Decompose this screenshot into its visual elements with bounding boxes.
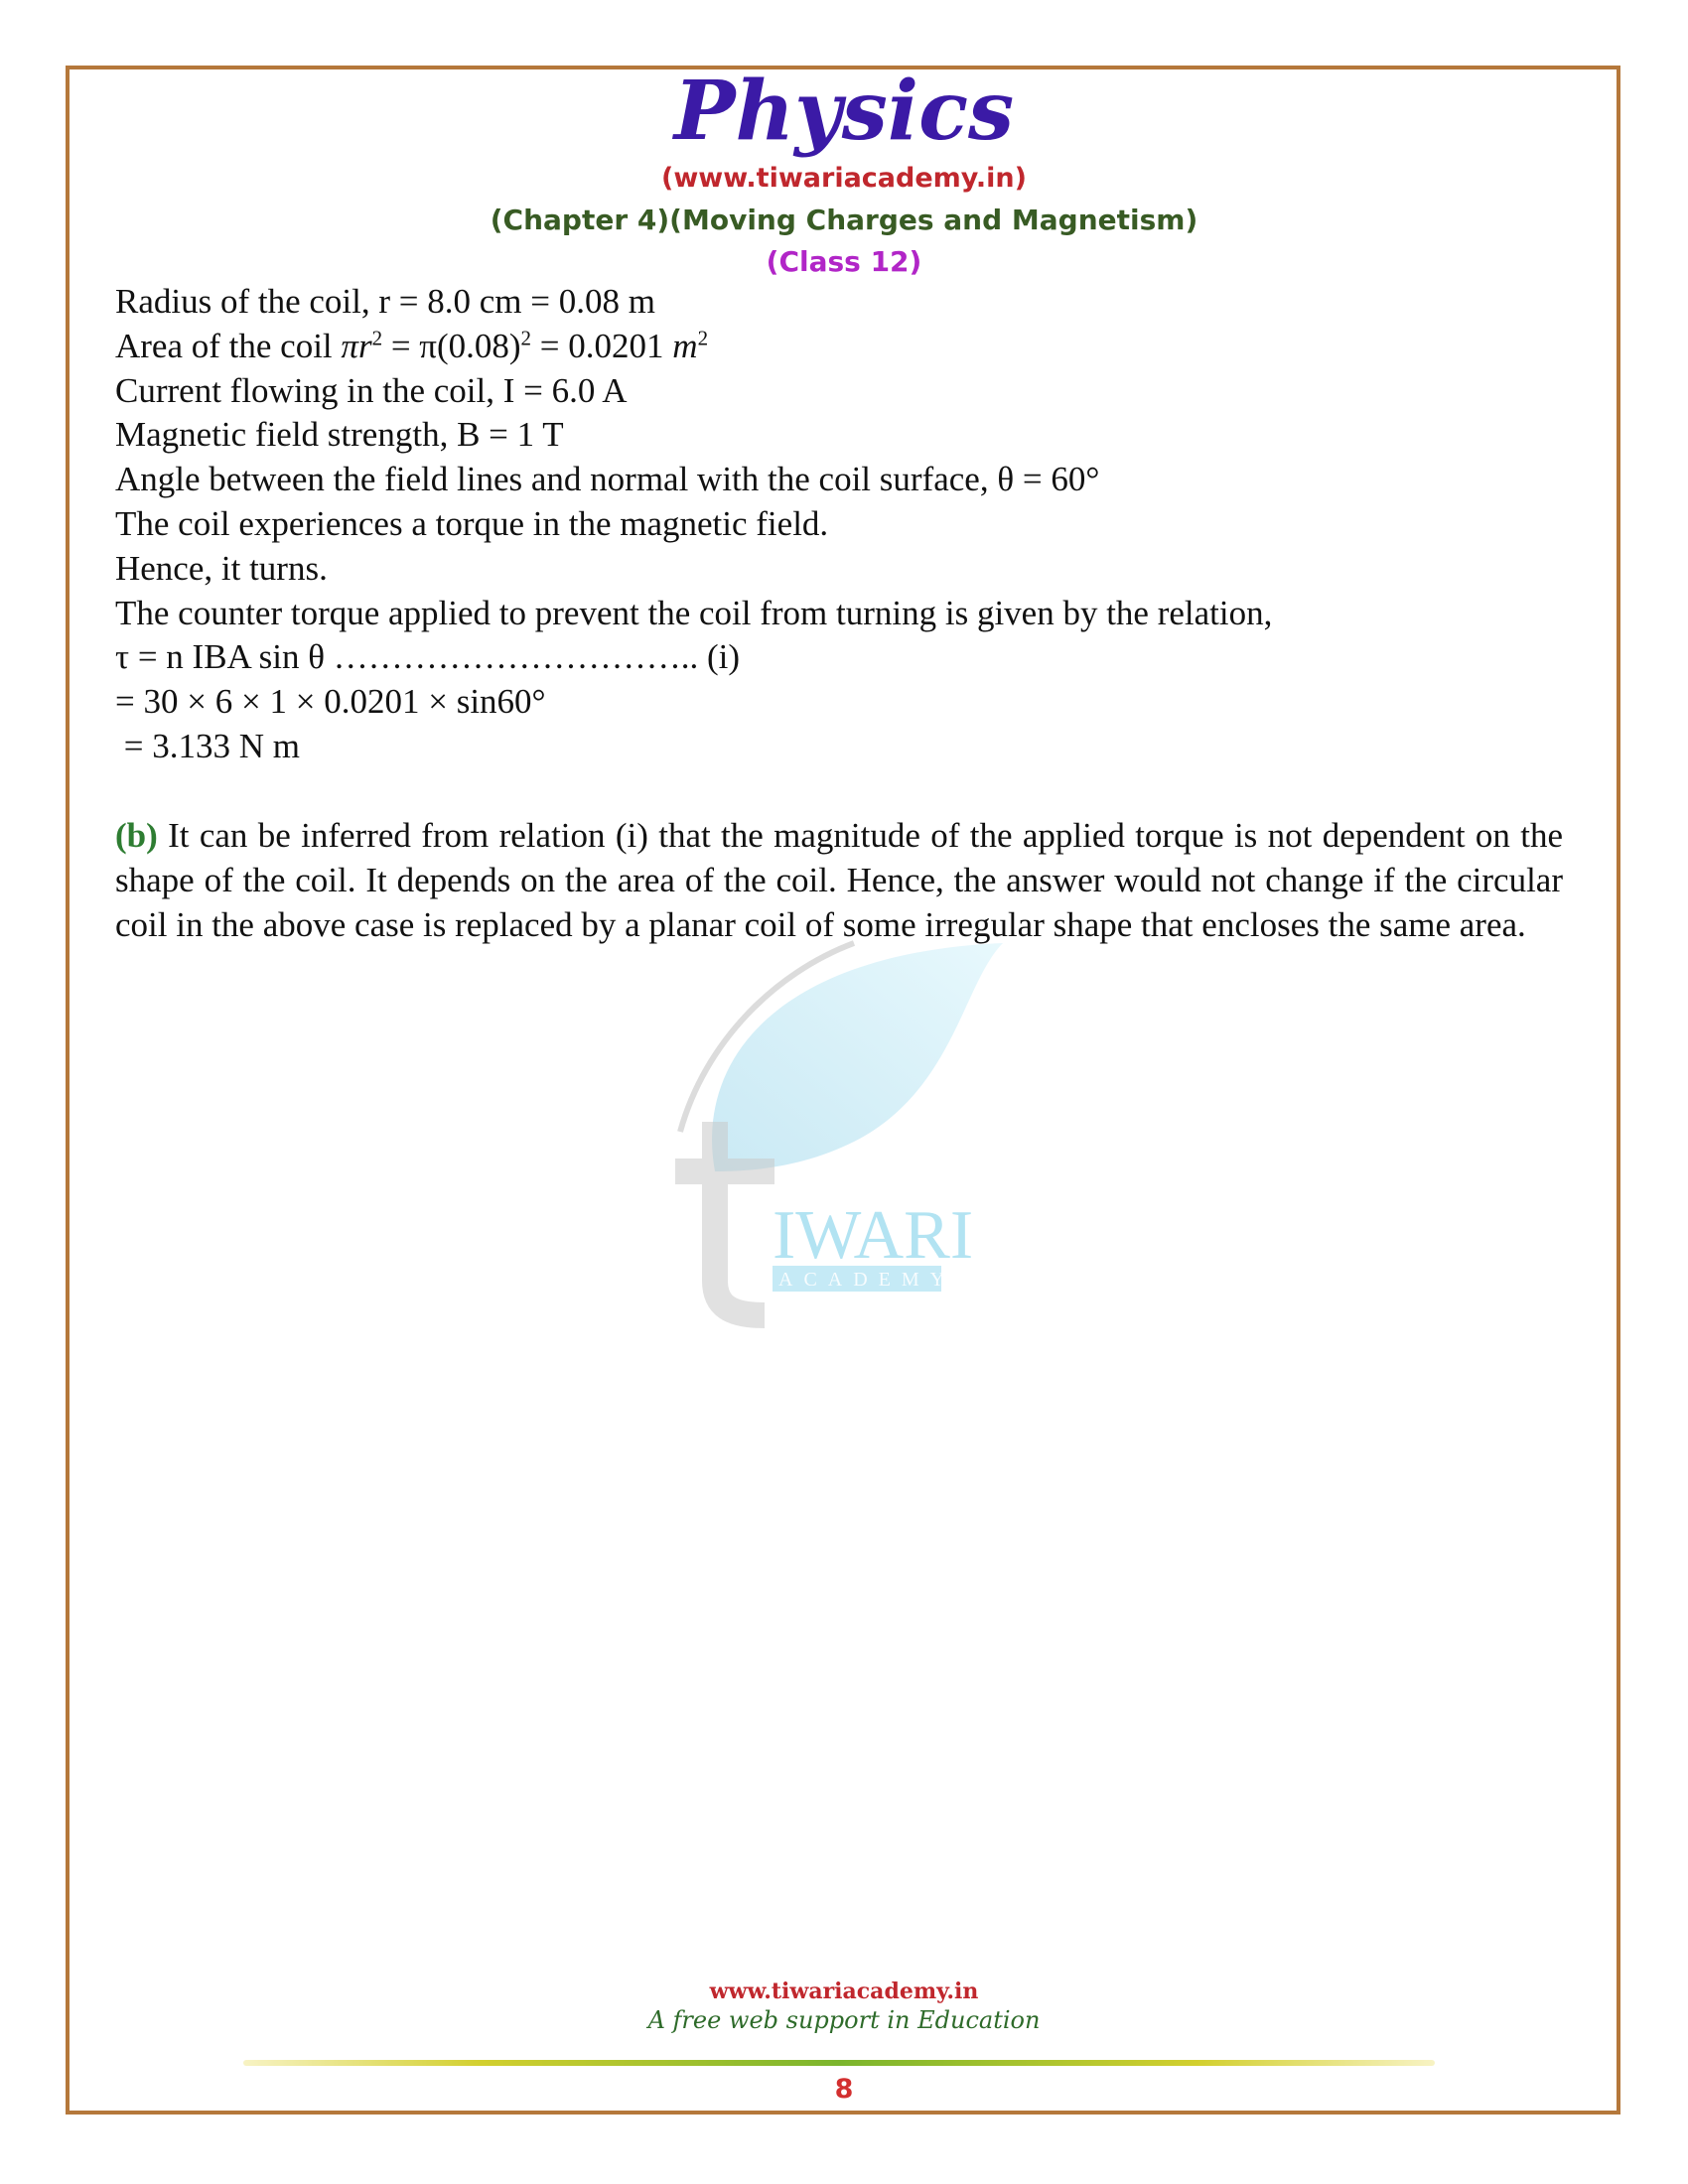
area-value: = π(0.08) [382,326,521,365]
exponent: 2 [520,326,532,350]
part-b-text: It can be inferred from relation (i) that the magnitude of the applied torque is not dependent on the shape of the coil. It depends on the area of the coil. Hence, the answer would not change if the circular coil in the above case is replaced by a planar coil of some irregular shape that encloses the same area. [115,816,1563,944]
footer-url: www.tiwariacademy.in [709,1979,979,2004]
solution-part-b [115,814,1563,947]
watermark-word: IWARI [773,1197,974,1274]
watermark-sub: ACADEMY [778,1269,956,1291]
area-formula: πr [341,326,372,365]
page-title: Physics [673,64,1015,159]
footer-tagline: A free web support in Education [647,2006,1041,2034]
solution-part-a [115,280,1563,769]
angle-line: Angle between the field lines and normal with the coil surface, θ = 60° [115,460,1100,499]
exponent: 2 [371,326,383,350]
turns-statement: Hence, it turns. [115,548,328,588]
leaf-logo-icon [655,893,1013,1330]
footer-divider [243,2060,1435,2066]
page-number: 8 [834,2074,854,2105]
class-heading: (Class 12) [766,245,922,278]
area-unit: m [672,326,698,365]
part-b-label: (b) [115,816,158,855]
area-line [115,325,1563,369]
torque-substitution: = 30 × 6 × 1 × 0.0201 × sin60° [115,682,546,722]
exponent: 2 [697,326,709,350]
radius-line: Radius of the coil, r = 8.0 cm = 0.08 m [115,282,655,321]
area-result: = 0.0201 [531,326,673,365]
header-url: (www.tiwariacademy.in) [660,163,1027,194]
torque-result: = 3.133 N m [115,726,300,765]
area-label: Area of the coil [115,326,342,365]
current-line: Current flowing in the coil, I = 6.0 A [115,370,628,410]
relation-statement: The counter torque applied to prevent the coil from turning is given by the relation, [115,593,1273,632]
chapter-heading: (Chapter 4)(Moving Charges and Magnetism) [490,204,1198,236]
field-line: Magnetic field strength, B = 1 T [115,415,564,455]
torque-formula: τ = n IBA sin θ ………………………….. (i) [115,637,741,677]
torque-statement: The coil experiences a torque in the magnetic field. [115,503,829,543]
tiwari-academy-watermark [655,893,1013,1330]
